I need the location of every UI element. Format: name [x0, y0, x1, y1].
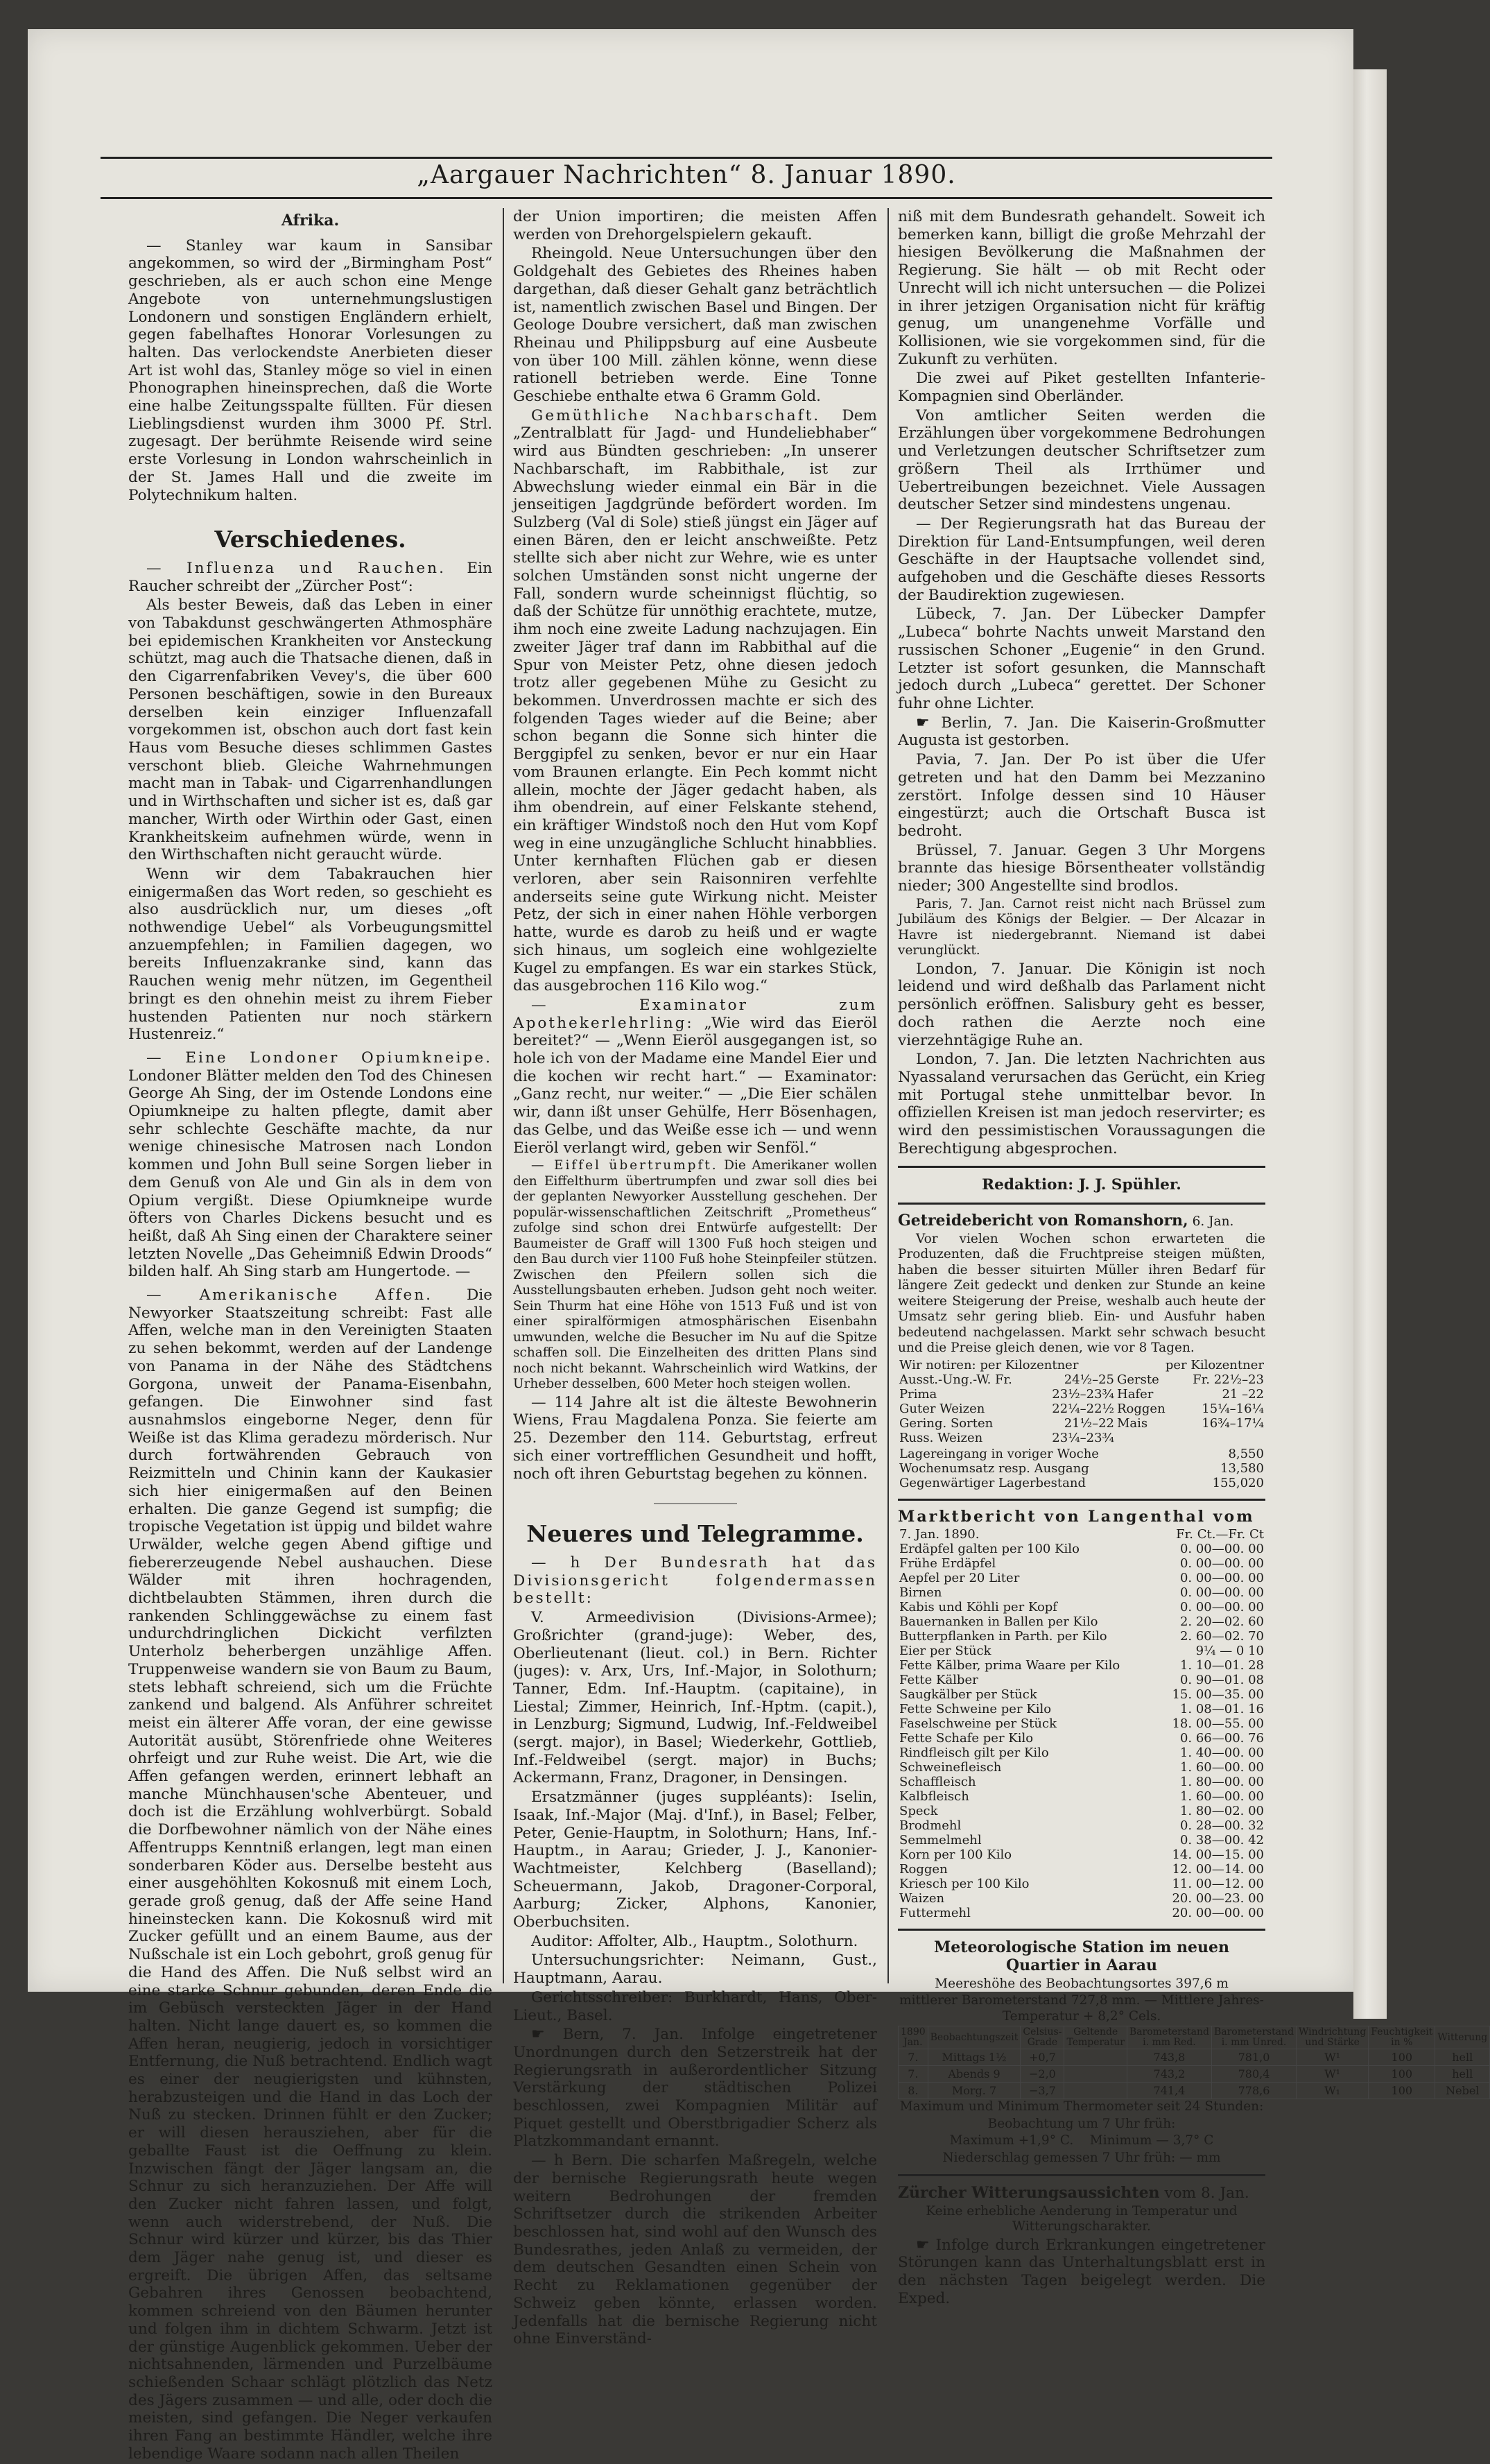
table-row [898, 1461, 1265, 1476]
article-paragraph: Auditor: Affolter, Alb., Hauptm., Solothurn. [531, 1932, 858, 1950]
table-cell: Futtermehl [899, 1906, 971, 1921]
article-paragraph: Pavia, 7. Jan. Der Po ist über die Ufer getreten und hat den Damm bei Mezzanino zerstört. Infolge dessen sind 10 Häuser eingestürzt; auch die Ortschaft Busca ist bedroht. [898, 751, 1265, 840]
table-row [898, 1542, 1265, 1556]
separator [898, 1929, 1265, 1931]
table-cell: 1. 40—00. 00 [1179, 1746, 1264, 1761]
table-cell: 1. 60—00. 00 [1179, 1760, 1264, 1775]
table-header: 1890 Jan. [899, 2026, 928, 2049]
table-cell: 780,4 [1211, 2066, 1296, 2083]
table-cell: Schaffleisch [899, 1775, 976, 1790]
table-cell: 9¼ — 0 10 [1195, 1644, 1264, 1659]
article-keyword: — Eiffel übertrumpft. [531, 1158, 718, 1173]
table-cell [1064, 2083, 1127, 2099]
pointing-hand-icon: ☛ [916, 714, 930, 732]
article-paragraph: — 114 Jahre alt ist die älteste Bewohnerin Wiens, Frau Magdalena Ponza. Sie feierte am 25. Dezember den 114. Geburtstag, erfreut sich einer vortrefflichen Gesundheit und hofft, noch oft ihren Geburtstag begehen zu können. [513, 1393, 877, 1483]
column-rule [887, 208, 889, 1983]
table-row [898, 1600, 1265, 1614]
column-3: niß mit dem Bundesrath gehandelt. Soweit ich bemerken kann, billigt die große Mehrzahl der hiesigen Bevölkerung die Maßnahmen der Regierung. Sie hält — ob mit Recht oder Unrecht will ich nicht untersuchen — die Polizei in ihrer jetzigen Organisation nicht für kräftig genug, um unangenehme Vorfälle und Kollisionen, wie sie vorgekommen sind, für die Zukunft zu verhüten. Die zwei auf Piket gestellten Infanterie-Kompagnien sind Oberländer. Von amtlicher Seiten werden die Erzählungen über vorgekommene Bedrohungen und Verletzungen deutscher Schriftsetzer zum größern Theil als Irrthümer und Uebertreibungen bezeichnet. Viele Aussagen deutscher Setzer sind mindestens ungenau. — Der Regierungsrath hat das Bureau der Direktion für Land-Entsumpfungen, weil deren Geschäfte in der Hauptsache vollendet sind, aufgehoben und die Geschäfte dieses Ressorts der Baudirektion zugewiesen. Lübeck, 7. Jan. Der Lübecker Dampfer „Lubeca“ bohrte Nachts unweit Marstand den russischen Schoner „Eugenie“ in den Grund. Letzter ist sofort gesunken, die Mannschaft jedoch durch „Lubeca“ gerettet. Der Schoner fuhr ohne Lichter. ☛ Berlin, 7. Jan. Die Kaiserin-Großmutter Augusta ist gestorben. Pavia, 7. Jan. Der Po ist über die Ufer getreten und hat den Damm bei Mezzanino zerstört. Infolge dessen sind 10 Häuser eingestürzt; auch die Ortschaft Busca ist bedroht. Brüssel, 7. Januar. Gegen 3 Uhr Morgens brannte das hiesige Börsentheater vollständig nieder; 300 Angestellte sind brodlos. Paris, 7. Jan. Carnot reist nicht nach Brüssel zum Jubiläum des Königs der Belgier. — Der Alcazar in Havre ist niedergebrannt. Niemand ist dabei verunglückt. London, 7. Januar. Die Königin ist noch leidend und wird deßhalb das Parlament nicht persönlich eröffnen. Salisbury geht es besser, doch rathen die Aerzte noch eine vierzehntägige Ruhe an. London, 7. Jan. Die letzten Nachrichten aus Nyassaland verursachen das Gerücht, ein Krieg mit Portugal stehe unmittelbar bevor. In offiziellen Kreisen ist man jedoch reservirter; es wird den pessimistischen Voraussagungen die Berechtigung abgesprochen. Redaktion: J. J. Spühler. Getreidebericht von Romanshorn, 6. Jan. Vor vielen Wochen schon erwarteten die Produzenten, daß die Fruchtpreise steigen müßten, haben die besser situirten Müller ihren Bedarf für längere Zeit gedeckt und denken zur Stunde an keine weitere Steigerung der Preise, weshalb auch heute der Umsatz sehr gering blieb. Ein- und Ausfuhr haben bedeutend nachgelassen. Markt sehr schwach besucht und die Preise gleich denen, wie vor 8 Tagen. Wir notiren: per Kilozentner per Kilozentner Ausst.-Ung.-W. Fr. 24½–25 Gerste Fr. 22½–23 Prima 23½–23¾ Hafer 21 –22 Guter Weizen 22¼–22½ Roggen 15¼–16¼ Gering. Sorten 21½–22 Mais 16¾–17¼ Russ. Weizen 23¼–23¾ Lagereingang in voriger Woche 8,550 Wochenumsatz resp. Ausgang 13,580 Gegenwärtiger Lagerbestand 155,020 Marktbericht von Langenthal vom 7. Jan. 1890. Fr. Ct.—Fr. Ct Erdäpfel galten per 100 Kilo 0. 00—00. 00 Frühe Erdäpfel 0. 00—00. 00 Aepfel per 20 Liter 0. 00—00. 00 Birnen 0. 00—00. 00 Kabis und Köhli per Kopf 0. 00—00. 00 Bauernanken in Ballen per Kilo 2. 20—02. 60 Butterpflanken in Parth. per Kilo 2. 60—02. 70 Eier per Stück 9¼ — 0 10 Fette Kälber, prima Waare per Kilo 1. 10—01. 28 Fette Kälber 0. 90—01. 08 Saugkälber per Stück 15. 00—35. 00 Fette Schweine per Kilo 1. 08—01. 16 Faselschweine per Stück 18. 00—55. 00 Fette Schafe per Kilo 0. 66—00. 76 Rindfleisch gilt per Kilo 1. 40—00. 00 Schweinefleisch 1. 60—00. 00 Schaffleisch 1. 80—00. 00 Kalbfleisch 1. 60—00. 00 Speck 1. 80—02. 00 Brodmehl 0. 28—00. 32 Semmelmehl 0. 38—00. 42 Korn per 100 Kilo 14. 00—15. 00 Roggen 12. 00—14. 00 Kriesch per 100 Kilo 11. 00—12. 00 Waizen 20. 00—23. 00 Futtermehl 20. 00—00. 00 Meteorologische Station im neuen Quartier in Aarau Meereshöhe des Beobachtungsortes 397,6 m mittlerer Barometerstand 727,8 mm. — Mittlere Jahres-Temperatur + 8,2° Cels. 1890 Jan. Beobachtungszeit Celsius-Grade Geltende Temperatur Barometerstand i. mm Red. Barometerstand i. mm Unred. Windrichtung und Stärke Feuchtigkeit in % Witterung 7. Mittags 1½ +0,7 743,8 781,0 W¹ 100 hell 7. Abends 9 −2,0 743,2 780,4 W¹ 100 hell 8. Morg. 7 −3,7 741,4 778,6 W₁ 100 Nebel Maximum und Minimum Thermometer seit 24 Stunden: Beobachtung um 7 Uhr früh: Maximum +1,9° C. Minimum — 3,7° C Niederschlag gemessen 7 Uhr früh: — mm Zürcher Witterungsaussichten vom 8. Jan. Keine erhebliche Aenderung in Temperatur und Witterungscharakter. ☛ Infolge durch Erkrankungen eingetretener Störungen kann das Unterhaltungsblatt erst in den nächsten Tagen beigelegt werden. Die Exped. [898, 208, 1265, 2309]
table-row [898, 1416, 1265, 1431]
table-cell: 11. 00—12. 00 [1172, 1877, 1264, 1892]
market-price-table: 7. Jan. 1890. Fr. Ct.—Fr. Ct Erdäpfel galten per 100 Kilo 0. 00—00. 00 Frühe Erdäpfel 0. 00—00. 00 Aepfel per 20 Liter 0. 00—00. 00 Birnen 0. 00—00. 00 Kabis und Köhli per Kopf 0. 00—00. 00 Bauernanken in Ballen per Kilo 2. 20—02. 60 Butterpflanken in Parth. per Kilo 2. 60—02. 70 Eier per Stück 9¼ — 0 10 Fette Kälber, prima Waare per Kilo 1. 10—01. 28 Fette Kälber 0. 90—01. 08 Saugkälber per Stück 15. 00—35. 00 Fette Schweine per Kilo 1. 08—01. 16 Faselschweine per Stück 18. 00—55. 00 Fette Schafe per Kilo 0. 66—00. 76 Rindfleisch gilt per Kilo 1. 40—00. 00 Schweinefleisch 1. 60—00. 00 Schaffleisch 1. 80—00. 00 Kalbfleisch 1. 60—00. 00 Speck 1. 80—02. 00 Brodmehl 0. 28—00. 32 Semmelmehl 0. 38—00. 42 Korn per 100 Kilo 14. 00—15. 00 Roggen 12. 00—14. 00 Kriesch per 100 Kilo 11. 00—12. 00 Waizen 20. 00—23. 00 Futtermehl 20. 00—00. 00 [899, 1527, 1264, 1921]
section-heading: Verschiedenes. [214, 526, 406, 553]
article-paragraph: Gemüthliche Nachbarschaft. Dem „Zentralblatt für Jagd- und Hundeliebhaber“ wird aus Bündten geschrieben: „In unserer Nachbarschaft, im Rabbithale, ist zur Abwechslung wieder einmal ein Bär in die jenseitigen Jagdgründe befördert worden. Im Sulzberg (Val di Sole) stieß jüngst ein Jäger auf einen Bären, den er leicht anschweißte. Petz stellte sich aber nicht zur Wehre, wie es unter solchen Umständen sonst nicht ungerne der Fall, sondern wurde scheinnigst flüchtig, so daß der Schütze für unnöthig erachtete, mutze, ihm noch eine zweite Ladung nachzujagen. Ein zweiter Jäger traf dann im Rabbithal auf die Spur von Meister Petz, ohne diesen jedoch trotz aller gegebenen Mühe zu Gesicht zu bekommen. Unverdrossen machte er sich des folgenden Tages wieder auf die Beine; aber schon begann die Sonne sich hinter die Berggipfel zu senken, bevor er nur ein Haar vom Braunen erlangte. Ein Pech kommt nicht allein, mochte der Jäger gedacht haben, als ihm obendrein, auf einer Felskante stehend, ein kräftiger Windstoß noch den Hut vom Kopf weg in eine unzugängliche Schlucht hinabblies. Unter kernhaften Flüchen gab er diesen verloren, aber sein Raisonniren verfehlte anderseits seine gute Wirkung nicht. Meister Petz, der sich in einer nahen Höhle verborgen hatte, wurde es darob zu heiß und er wagte sich hinaus, um sogleich eine wohlgezielte Kugel zu empfangen. Es war ein starkes Stück, das ausgebrochen 116 Kilo wog.“ [513, 406, 877, 995]
article-paragraph: — Eine Londoner Opiumkneipe. Londoner Blätter melden den Tod des Chinesen George Ah Sing, der im Ostende Londons eine Opiumkneipe zu halten pflegte, damit aber sehr schlechte Geschäfte machte, da nur wenige chinesische Matrosen nach London kommen und John Bull seine Sorgen lieber in dem Genuß von Ale und Gin als in dem von Opium vergißt. Diese Opiumkneipe wurde öfters von Charles Dickens besucht und es heißt, daß Ah Sing einen der Charaktere seiner letzten Novelle „Das Geheimniß Edwin Droods“ bilden half. Ah Sing starb am Hungertode. — [128, 1049, 492, 1281]
meteorological-station: Meteorologische Station im neuen Quartier in Aarau Meereshöhe des Beobachtungsortes 397,6 m mittlerer Barometerstand 727,8 mm. — Mittlere Jahres-Temperatur + 8,2° Cels. 1890 Jan. Beobachtungszeit Celsius-Grade Geltende Temperatur Barometerstand i. mm Red. Barometerstand i. mm Unred. Windrichtung und Stärke Feuchtigkeit in % Witterung 7. Mittags 1½ +0,7 743,8 781,0 W¹ 100 hell 7. Abends 9 −2,0 743,2 780,4 W¹ 100 hell 8. Morg. 7 −3,7 741,4 778,6 W₁ 100 Nebel Maximum und Minimum Thermometer seit 24 Stunden: Beobachtung um 7 Uhr früh: Maximum +1,9° C. Minimum — 3,7° C Niederschlag gemessen 7 Uhr früh: — mm [898, 1939, 1265, 2166]
table-cell: 20. 00—00. 00 [1172, 1906, 1264, 1921]
table-cell: Schweinefleisch [899, 1760, 1002, 1775]
table-row [898, 1402, 1265, 1416]
table-cell: W₁ [1297, 2083, 1369, 2099]
table-cell: 1. 80—00. 00 [1179, 1775, 1264, 1790]
separator [898, 2174, 1265, 2176]
table-row [898, 1387, 1265, 1402]
table-cell: W¹ [1297, 2049, 1369, 2066]
article-keyword: — Eine Londoner Opiumkneipe. [146, 1049, 492, 1067]
table-row [899, 2049, 1490, 2066]
table-cell: 0. 00—00. 00 [1179, 1542, 1264, 1557]
table-cell: 2. 20—02. 60 [1179, 1614, 1264, 1630]
article-paragraph: Gerichtsschreiber: Burkhardt, Hans, Ober-Lieut., Basel. [513, 1988, 877, 2024]
table-cell: 100 [1369, 2083, 1435, 2099]
table-row [898, 1746, 1265, 1760]
table-cell: 7. [899, 2066, 928, 2083]
grain-stock-table [898, 1447, 1265, 1490]
table-row [898, 1476, 1265, 1490]
table-cell: Bauernanken in Ballen per Kilo [899, 1614, 1098, 1630]
section-heading: Neueres und Telegramme. [526, 1520, 864, 1548]
table-row [898, 1716, 1265, 1731]
table-header: Barometerstand i. mm Unred. [1211, 2026, 1296, 2049]
table-cell: 155,020 [1212, 1475, 1264, 1490]
table-cell: Faselschweine per Stück [899, 1716, 1057, 1732]
table-row [898, 1833, 1265, 1847]
grain-price-table: Wir notiren: per Kilozentner per Kilozentner Ausst.-Ung.-W. Fr. 24½–25 Gerste Fr. 22½–23 Prima 23½–23¾ Hafer 21 –22 Guter Weizen 22¼–22½ Roggen 15¼–16¼ Gering. Sorten 21½–22 Mais 16¾–17¼ Russ. Weizen 23¼–23¾ [899, 1357, 1264, 1445]
table-cell: 8,550 [1228, 1446, 1264, 1461]
table-cell: Abends 9 [928, 2066, 1021, 2083]
table-header: Beobachtungszeit [928, 2026, 1021, 2049]
table-cell: 8. [899, 2083, 928, 2099]
table-cell: 0. 90—01. 08 [1179, 1673, 1264, 1688]
table-cell: +0,7 [1021, 2049, 1064, 2066]
article-paragraph: Lübeck, 7. Jan. Der Lübecker Dampfer „Lubeca“ bohrte Nachts unweit Marstand den russischen Schoner „Eugenie“ in den Grund. Letzter ist sofort gesunken, die Mannschaft jedoch durch „Lubeca“ gerettet. Der Schoner fuhr ohne Lichter. [898, 605, 1265, 712]
table-cell: Gegenwärtiger Lagerbestand [899, 1475, 1086, 1490]
table-cell: 0. 00—00. 00 [1179, 1585, 1264, 1601]
table-row [898, 1818, 1265, 1833]
article-paragraph: — Eiffel übertrumpft. Die Amerikaner wollen den Eiffelthurm übertrumpfen und zwar soll dies bei der geplanten Newyorker Ausstellung geschehen. Der populär-wissenschaftlichen Zeitschrift „Prometheus“ zufolge sind schon drei Entwürfe aufgestellt: Der Baumeister de Graff will 1300 Fuß hoch steigen und den Bau durch vier 1100 Fuß hohe Steinpfeiler stützen. Zwischen den Pfeilern sollen sich die Ausstellungsbauten erheben. Judson geht noch weiter. Sein Thurm hat eine Höhe von 1513 Fuß und ist von einer spiralförmigen atmosphärischen Eisenbahn umwunden, welche die Besucher im Nu auf die Spitze schaffen soll. Die Einzelheiten des dritten Plans sind noch nicht bekannt. Wahrscheinlich wird Watkins, der Urheber desselben, 600 Meter hoch steigen wollen. [513, 1158, 877, 1392]
table-cell: 21 –22 [1222, 1386, 1264, 1402]
table-cell: Rindfleisch gilt per Kilo [899, 1746, 1049, 1761]
table-cell: Wochenumsatz resp. Ausgang [899, 1461, 1089, 1476]
table-cell: Fette Schafe per Kilo [899, 1731, 1034, 1746]
table-cell: 20. 00—23. 00 [1172, 1891, 1264, 1906]
separator [898, 1499, 1265, 1501]
article-paragraph: ☛ Berlin, 7. Jan. Die Kaiserin-Großmutter Augusta ist gestorben. [898, 714, 1265, 750]
table-row [898, 1687, 1265, 1702]
table-cell: 0. 28—00. 32 [1179, 1818, 1264, 1834]
table-cell [1064, 2049, 1127, 2066]
table-cell: 100 [1369, 2049, 1435, 2066]
table-cell: Korn per 100 Kilo [899, 1847, 1012, 1863]
table-row [898, 1760, 1265, 1775]
table-row [898, 1447, 1265, 1461]
table-cell: 0. 00—00. 00 [1179, 1571, 1264, 1586]
article-paragraph: Wenn wir dem Tabakrauchen hier einigermaßen das Wort reden, so geschieht es also ausdrücklich nur, um dieses „oft nothwendige Uebel“ als Vorbeugungsmittel anzuempfehlen; in Familien dagegen, wo bereits Influenzakranke sind, kann das Rauchen wenig mehr nützen, im Gegentheil bringt es den ohnehin meist zu ihrem Fieber hustenden Patienten nur noch stärkern Hustenreiz.“ [128, 865, 492, 1044]
table-cell: Ausst.-Ung.-W. Fr. [899, 1372, 1012, 1387]
table-cell: Roggen [899, 1862, 948, 1877]
article-keyword: — h Der Bundesrath hat das Divisionsgericht folgendermassen bestellt: [513, 1553, 877, 1608]
table-cell: hell [1435, 2049, 1490, 2066]
separator [898, 1203, 1265, 1205]
table-cell: Mais [1117, 1415, 1148, 1431]
table-header: Barometerstand i. mm Red. [1127, 2026, 1211, 2049]
table-cell: Speck [899, 1804, 938, 1819]
article-paragraph: — Stanley war kaum in Sansibar angekommen, so wird der „Birmingham Post“ geschrieben, als er auch schon eine Menge Angebote von unternehmungslustigen Londonern und sonstigen Engländern erhielt, gegen fabelhaftes Honorar Vorlesungen zu halten. Das verlockendste Anerbieten dieser Art ist wohl das, Stanley möge so viel in einen Phonographen hineinsprechen, daß die Worte eine halbe Zeitungsspalte füllten. Für diesen Lieblingsdienst wurden ihm 3000 Pf. Strl. zugesagt. Der berühmte Reisende wird seine erste Vorlesung in London wahrscheinlich in der St. James Hall und die zweite im Polytechnikum halten. [128, 236, 492, 504]
table-cell: Erdäpfel galten per 100 Kilo [899, 1542, 1080, 1557]
article-paragraph: — Amerikanische Affen. Die Newyorker Staatszeitung schreibt: Fast alle Affen, welche man in den Vereinigten Staaten zu sehen bekommt, werden auf der Landenge von Panama in der Nähe des Städtchens Gorgona, unweit der Panama-Eisenbahn, gefangen. Die Einwohner sind fast ausnahmslos eingeborne Neger, denn für Weiße ist das Klima geradezu mörderisch. Nur durch fortwährenden Gebrauch von Reizmitteln und Chinin kann der Kaukasier sich hier einigermaßen auf den Beinen erhalten. Die ganze Gegend ist sumpfig; die tropische Vegetation ist üppig und bildet wahre Urwälder, welche gegen Abend giftige und fiebererzeugende Nebel aushauchen. Diese Wälder mit ihren hochragenden, dichtbelaubten Stämmen, ihren durch die rankenden Schlinggewächse zu einem fast undurchdringlichen Dickicht verfilzten Unterholz beherbergen unzählige Affen. Truppenweise wandern sie von Baum zu Baum, stets lebhaft schreiend, sich um die Früchte zankend und balgend. Als Anführer schreitet meist ein älterer Affe voran, der eine gewisse Autorität ausübt, Störenfriede ohne Weiteres ohrfeigt und zur Ruhe weist. Die Art, wie die Affen gefangen werden, erinnert lebhaft an manche Münchhausen'sche Abenteuer, und doch ist die Erzählung wohlverbürgt. Sobald die Dorfbewohner nämlich von der Nähe eines Affentrupps Kenntniß erlangen, legt man einen sonderbaren Köder aus. Derselbe besteht aus einer ausgehöhlten Kokosnuß mit einem Loch, gerade groß genug, daß der Affe seine Hand hineinstecken kann. Die Kokosnuß wird mit Zucker gefüllt und an einem Baume, aus der Nußschale ist ein Loch gebohrt, groß genug für die Hand des Affen. Die Nuß selbst wird an eine starke Schnur gebunden, deren Ende die im Gebüsch versteckten Jäger in der Hand halten. Nicht lange dauert es, so kommen die Affen heran, neugierig, jedoch in vorsichtiger Entfernung, die Nuß betrachtend. Endlich wagt es einer der neugierigsten und kühnsten, herabzusteigen und die Hand in das Loch der Nuß zu stecken. Drinnen fühlt er den Zucker; er will diesen herausziehen, aber für die geballte Faust ist die Oeffnung zu klein. Inzwischen fängt der Jäger langsam an, die Schnur zu sich heranzuziehen. Der Affe will den Zucker nicht fahren lassen, und folgt, wenn auch widerstrebend, der Nuß. Die Schnur wird kürzer und kürzer, bis das Thier dem Jäger nahe genug ist, und dieser es ergreift. Die übrigen Affen, das seltsame Gebahren ihres Genossen beobachtend, kommen schreiend von den Bäumen herunter und folgen ihm in dichtem Schwarm. Jetzt ist der günstige Augenblick gekommen. Ueber der nichtsahnenden, lärmenden und Purzelbäume schießenden Schaar schlägt plötzlich das Netz des Jägers zusammen — und alle, oder doch die meisten, sind gefangen. Die Neger verkaufen ihren Fang an bestimmte Händler, welche ihre lebendige Waare sodann nach allen Theilen [128, 1286, 492, 2463]
article-keyword: — Amerikanische Affen. [146, 1286, 433, 1304]
article-paragraph: London, 7. Januar. Die Königin ist noch leidend und wird deßhalb das Parlament nicht persönlich eröffnen. Salisbury geht es besser, doch rathen die Aerzte noch eine vierzehntägige Ruhe an. [898, 960, 1265, 1049]
table-cell [1116, 1431, 1177, 1445]
table-cell: 100 [1369, 2066, 1435, 2083]
table-cell: Aepfel per 20 Liter [899, 1571, 1020, 1586]
page-edge [1353, 69, 1387, 2019]
table-cell: Guter Weizen [899, 1401, 985, 1416]
table-cell: 18. 00—55. 00 [1172, 1716, 1264, 1732]
weather-table [898, 2026, 1490, 2099]
article-paragraph: — h Bern. Die scharfen Maßregeln, welche der bernische Regierungsrath heute wegen weitern Bedrohungen der fremden Schriftsetzer durch die strikenden Arbeiter beschlossen hat, sind wohl auf den Wunsch des Bundesrathes, jeden Anlaß zu vermeiden, der dem deutschen Gesandten einen Schein von Recht zu Reklamationen gegenüber der Schweiz geben könnte, erlassen worden. Jedenfalls hat die bernische Regierung nicht ohne Einverständ- [513, 2152, 877, 2348]
article-paragraph [513, 1554, 877, 1608]
table-row [898, 1906, 1265, 1920]
table-cell: Fette Kälber, prima Waare per Kilo [899, 1658, 1120, 1673]
pointing-hand-icon: ☛ [916, 2236, 930, 2254]
table-cell: Brodmehl [899, 1818, 962, 1834]
table-cell: 0. 66—00. 76 [1179, 1731, 1264, 1746]
header-rule-top [101, 157, 1272, 159]
table-cell: 781,0 [1211, 2049, 1296, 2066]
article-paragraph: — Influenza und Rauchen. Ein Raucher schreibt der „Zürcher Post“: [128, 559, 492, 595]
table-cell: 741,4 [1127, 2083, 1211, 2099]
table-cell: Semmelmehl [899, 1833, 982, 1848]
table-cell: −3,7 [1021, 2083, 1064, 2099]
table-cell [1064, 2066, 1127, 2083]
article-keyword: — Influenza und Rauchen. [146, 559, 446, 577]
table-cell: Roggen [1117, 1401, 1166, 1416]
table-cell: 21½–22 [1064, 1415, 1114, 1431]
article-paragraph: Als bester Beweis, daß das Leben in einer von Tabakdunst geschwängerten Athmosphäre bei epidemischen Krankheiten vor Ansteckung schützt, mag auch die Thatsache dienen, daß in den Cigarrenfabriken Vevey's, die über 600 Personen beschäftigen, sowie in den Bureaux derselben kein einziger Influenzafall vorgekommen ist, obschon auch dort fast kein Haus vom Besuche dieses schlimmen Gastes verschont blieb. Gleiche Wahrnehmungen macht man in Tabak- und Cigarrenhandlungen und in Wirthschaften und sicher ist es, daß gar mancher, Wirth oder Wirthin oder Gast, einen Krankheitskeim aufnehmen würde, wenn in den Wirthschaften nicht geraucht würde. [128, 596, 492, 864]
table-cell: 24½–25 [1064, 1372, 1114, 1387]
article-paragraph: der Union importiren; die meisten Affen werden von Drehorgelspielern gekauft. [513, 208, 877, 243]
table-cell: Gerste [1117, 1372, 1159, 1387]
table-header: Geltende Temperatur [1064, 2026, 1127, 2049]
column-rule [503, 208, 504, 1983]
table-cell: Prima [899, 1386, 937, 1402]
table-cell: Kriesch per 100 Kilo [899, 1877, 1030, 1892]
table-row [898, 1644, 1265, 1658]
table-cell: 7. [899, 2049, 928, 2066]
section-heading: Afrika. [281, 212, 340, 230]
grain-report-title: Getreidebericht von Romanshorn, [898, 1212, 1188, 1230]
separator [898, 1166, 1265, 1168]
table-header: Windrichtung und Stärke [1297, 2026, 1369, 2049]
article-paragraph: niß mit dem Bundesrath gehandelt. Soweit ich bemerken kann, billigt die große Mehrzahl der hiesigen Bevölkerung die Maßnahmen der Regierung. Sie hält — ob mit Recht oder Unrecht will ich nicht untersuchen — die Polizei in ihrer jetzigen Organisation nicht für kräftig genug, um unangenehme Vorfälle und Kollisionen, wie sie vorgekommen sind, für die Zukunft zu verhüten. [898, 208, 1265, 368]
table-cell: Frühe Erdäpfel [899, 1556, 996, 1571]
table-row [899, 2083, 1490, 2099]
table-cell: 1. 08—01. 16 [1179, 1702, 1264, 1717]
table-row [898, 1372, 1265, 1387]
table-row [898, 1431, 1265, 1445]
table-cell: Kabis und Köhli per Kopf [899, 1600, 1057, 1615]
table-cell: 1. 60—00. 00 [1179, 1789, 1264, 1804]
table-cell: Hafer [1117, 1386, 1154, 1402]
table-cell: Gering. Sorten [899, 1415, 994, 1431]
table-row [898, 1629, 1265, 1644]
article-keyword: — Examinator zum Apothekerlehrling: [513, 996, 877, 1032]
column-1 [128, 208, 492, 2464]
table-cell: 743,2 [1127, 2066, 1211, 2083]
table-header: Feuchtigkeit in % [1369, 2026, 1435, 2049]
table-cell: Fette Schweine per Kilo [899, 1702, 1052, 1717]
table-cell: Eier per Stück [899, 1644, 991, 1659]
table-cell: Waizen [899, 1891, 945, 1906]
table-cell: 2. 60—02. 70 [1179, 1629, 1264, 1644]
table-cell: Fr. 22½–23 [1193, 1372, 1264, 1387]
table-cell: Saugkälber per Stück [899, 1687, 1037, 1703]
table-cell: −2,0 [1021, 2066, 1064, 2083]
table-row [898, 1702, 1265, 1716]
table-row [899, 2066, 1490, 2083]
table-cell: 0. 38—00. 42 [1179, 1833, 1264, 1848]
article-paragraph: Untersuchungsrichter: Neimann, Gust., Hauptmann, Aarau. [513, 1952, 877, 1988]
column-2 [513, 208, 877, 2350]
table-row [898, 1877, 1265, 1891]
met-title: Meteorologische Station im neuen Quartier in Aarau [933, 1938, 1230, 1974]
table-cell: 14. 00—15. 00 [1172, 1847, 1264, 1863]
market-report [898, 1509, 1265, 1921]
table-cell: 22¼–22½ [1052, 1401, 1114, 1416]
table-cell: Birnen [899, 1585, 942, 1601]
table-cell: 1. 10—01. 28 [1179, 1658, 1264, 1673]
page-header: „Aargauer Nachrichten“ 8. Januar 1890. [417, 161, 956, 189]
table-cell: 23¼–23¾ [1052, 1430, 1114, 1445]
article-paragraph: Ersatzmänner (juges suppléants): Iselin, Isaak, Inf.-Major (Maj. d'Inf.), in Basel; Felber, Peter, Genie-Hauptm, in Solothurn; Hans, Inf.-Hauptm., in Aarau; Grieder, J. J., Kanonier-Wachtmeister, Kelchberg (Baselland); Scheuermann, Jakob, Dragoner-Corporal, Aarburg; Zicker, Alphons, Kanonier, Oberbuchsiten. [513, 1789, 877, 1931]
table-row [898, 1585, 1265, 1600]
header-rule-bottom [101, 197, 1272, 199]
article-paragraph: Von amtlicher Seiten werden die Erzählungen über vorgekommene Bedrohungen und Verletzungen deutscher Schriftsetzer zum größern Theil als Irrthümer und Uebertreibungen bezeichnet. Viele Aussagen deutscher Setzer sind mindestens ungenau. [898, 406, 1265, 514]
editor-line: Redaktion: J. J. Spühler. [982, 1176, 1181, 1194]
weather-forecast: Zürcher Witterungsaussichten vom 8. Jan. [898, 2184, 1249, 2203]
notice: ☛ Infolge durch Erkrankungen eingetretener Störungen kann das Unterhaltungsblatt erst in den nächsten Tagen beigelegt werden. Die Exped. [898, 2236, 1265, 2307]
table-cell: Russ. Weizen [899, 1430, 983, 1445]
pointing-hand-icon: ☛ [531, 2026, 545, 2044]
table-header: Celsius-Grade [1021, 2026, 1064, 2049]
table-cell: 12. 00—14. 00 [1172, 1862, 1264, 1877]
table-row [898, 1571, 1265, 1585]
table-cell: 743,8 [1127, 2049, 1211, 2066]
table-cell: Lagereingang in voriger Woche [899, 1446, 1099, 1461]
table-row [898, 1731, 1265, 1746]
table-cell: Morg. 7 [928, 2083, 1021, 2099]
article-paragraph: London, 7. Jan. Die letzten Nachrichten aus Nyassaland verursachen das Gerücht, ein Krieg mit Portugal stehe unmittelbar bevor. In offiziellen Kreisen ist man jedoch reservirter; es wird den pessimistischen Voraussagungen die Berechtigung abgesprochen. [898, 1051, 1265, 1157]
article-paragraph: Die zwei auf Piket gestellten Infanterie-Kompagnien sind Oberländer. [898, 370, 1265, 406]
table-row [898, 1804, 1265, 1818]
table-cell: 1. 80—02. 00 [1179, 1804, 1264, 1819]
table-cell: Mittags 1½ [928, 2049, 1021, 2066]
table-cell: 16¾–17¼ [1202, 1415, 1264, 1431]
table-row [898, 1891, 1265, 1906]
table-cell: Kalbfleisch [899, 1789, 969, 1804]
table-header: Witterung [1435, 2026, 1490, 2049]
article-keyword: Gemüthliche Nachbarschaft. [531, 406, 821, 424]
market-report-title: Marktbericht von Langenthal vom [898, 1507, 1255, 1526]
table-row [898, 1775, 1265, 1789]
article-paragraph: — Der Regierungsrath hat das Bureau der Direktion für Land-Entsumpfungen, weil deren Geschäfte in der Hauptsache vollendet sind, aufgehoben und die Geschäfte dieses Ressorts der Baudirektion zugewiesen. [898, 515, 1265, 604]
table-cell: hell [1435, 2066, 1490, 2083]
table-cell: 0. 00—00. 00 [1179, 1600, 1264, 1615]
grain-report-text: Vor vielen Wochen schon erwarteten die Produzenten, daß die Fruchtpreise steigen müßten, haben die besser situirten Müller ihren Bedarf für längere Zeit gedeckt und denken zur Stunde an keine weitere Steigerung der Preise, weshalb auch heute der Umsatz sehr gering blieb. Ein- und Ausfuhr haben bedeutend nachgelassen. Markt sehr schwach besucht und die Preise gleich denen, wie vor 8 Tagen. [898, 1231, 1265, 1356]
article-paragraph: Paris, 7. Jan. Carnot reist nicht nach Brüssel zum Jubiläum des Königs der Belgier. — Der Alcazar in Havre ist niedergebrannt. Niemand ist dabei verunglückt. [898, 896, 1265, 958]
table-row [898, 1862, 1265, 1877]
table-cell: 15. 00—35. 00 [1172, 1687, 1264, 1703]
table-cell: 13,580 [1220, 1461, 1264, 1476]
table-row [898, 1789, 1265, 1804]
table-row [898, 1673, 1265, 1687]
article-paragraph: Brüssel, 7. Januar. Gegen 3 Uhr Morgens brannte das hiesige Börsentheater vollständig nieder; 300 Angestellte sind brodlos. [898, 841, 1265, 895]
table-row [898, 1658, 1265, 1673]
table-row [898, 1556, 1265, 1571]
table-cell: 15¼–16¼ [1202, 1401, 1264, 1416]
table-cell: 23½–23¾ [1052, 1386, 1114, 1402]
table-cell: 0. 00—00. 00 [1179, 1556, 1264, 1571]
table-cell [1177, 1431, 1265, 1445]
article-paragraph: V. Armeedivision (Divisions-Armee); Großrichter (grand-juge): Weber, des, Oberlieutenant (lieut. col.) in Bern. Richter (juges): v. Arx, Urs, Inf.-Major, in Solothurn; Tanner, Edm. Inf.-Hauptm. (capitaine), in Liestal; Zimmer, Heinrich, Inf.-Hptm. (capit.), in Lenzburg; Sigmund, Ludwig, Inf.-Feldweibel (sergt. major), in Basel; Wiederkehr, Gottlieb, Inf.-Feldweibel (sergt. major) in Buchs; Ackermann, Franz, Dragoner, in Densingen. [513, 1609, 877, 1787]
table-cell: Butterpflanken in Parth. per Kilo [899, 1629, 1107, 1644]
article-paragraph: ☛ Bern, 7. Jan. Infolge eingetretener Unordnungen durch den Setzerstreik hat der Regierungsrath in außerordentlicher Sitzung Verstärkung der städtischen Polizei beschlossen, zwei Kompagnien Militär auf Piquet gestellt und Oberstbrigadier Scherz als Platzkommandant ernannt. [513, 2026, 877, 2151]
article-paragraph: Rheingold. Neue Untersuchungen über den Goldgehalt des Gebietes des Rheines haben dargethan, daß dieser Gehalt ganz beträchtlich ist, namentlich zwischen Basel und Bingen. Der Geologe Doubre versichert, daß man zwischen Rheinau und Philippsburg auf eine Ausbeute von über 100 Mill. zählen könne, wenn diese rationell betrieben werde. Eine Tonne Geschiebe enthalte etwa 6 Gramm Gold. [513, 245, 877, 406]
table-cell: W¹ [1297, 2066, 1369, 2083]
table-row [898, 1614, 1265, 1629]
grain-report: Getreidebericht von Romanshorn, 6. Jan. Vor vielen Wochen schon erwarteten die Produzenten, daß die Fruchtpreise steigen müßten, haben die besser situirten Müller ihren Bedarf für längere Zeit gedeckt und denken zur Stunde an keine weitere Steigerung der Preise, weshalb auch heute der Umsatz sehr gering blieb. Ein- und Ausfuhr haben bedeutend nachgelassen. Markt sehr schwach besucht und die Preise gleich denen, wie vor 8 Tagen. Wir notiren: per Kilozentner per Kilozentner Ausst.-Ung.-W. Fr. 24½–25 Gerste Fr. 22½–23 Prima 23½–23¾ Hafer 21 –22 Guter Weizen 22¼–22½ Roggen 15¼–16¼ Gering. Sorten 21½–22 Mais 16¾–17¼ Russ. Weizen 23¼–23¾ Lagereingang in voriger Woche 8,550 Wochenumsatz resp. Ausgang 13,580 Gegenwärtiger Lagerbestand 155,020 [898, 1212, 1265, 1490]
table-row [898, 1847, 1265, 1862]
table-cell: Nebel [1435, 2083, 1490, 2099]
article-paragraph: — Examinator zum Apothekerlehrling: „Wie wird das Eieröl bereitet?“ — „Wenn Eieröl ausgegangen ist, so hole ich von der Madame eine Mandel Eier und die kochen wir recht hart.“ — Examinator: „Ganz recht, nur weiter.“ — „Die Eier schälen wir, dann ißt unser Gehülfe, Herr Bösenhagen, das Gelbe, und das Weiße esse ich — und wenn Eieröl verlangt wird, geben wir Senföl.“ [513, 996, 877, 1157]
table-cell: 778,6 [1211, 2083, 1296, 2099]
table-cell: Fette Kälber [899, 1673, 978, 1688]
